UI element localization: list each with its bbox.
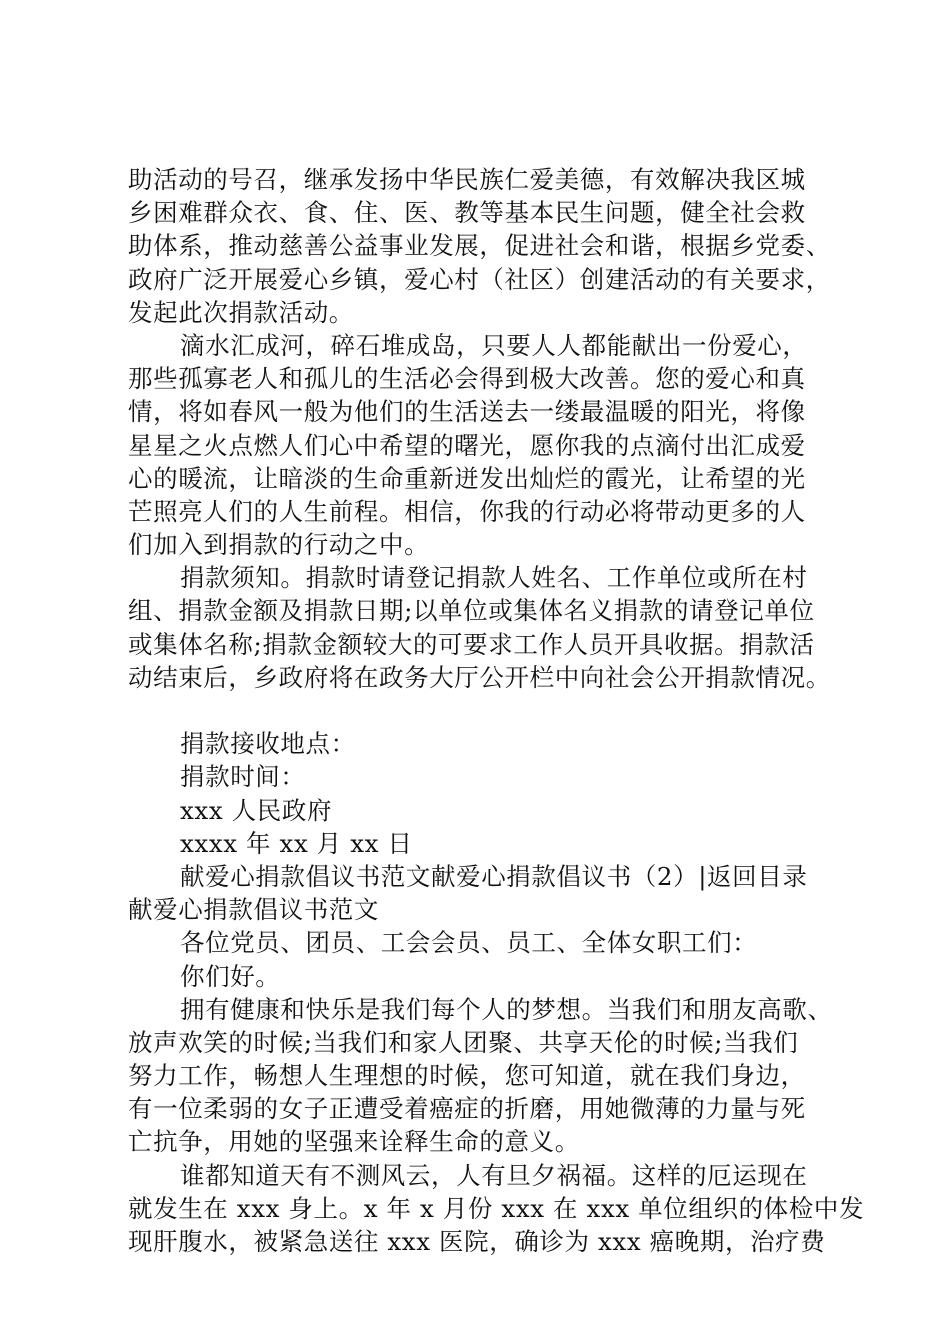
paragraph-3-line-4: 动结束后，乡政府将在政务大厅公开栏中向社会公开捐款情况。	[128, 662, 831, 692]
issuing-organization: xxx 人民政府	[180, 795, 333, 825]
paragraph-4-line-3: 努力工作，畅想人生理想的时候，您可知道，就在我们身边，	[128, 1061, 806, 1091]
paragraph-2-line-1: 滴水汇成河，碎石堆成岛，只要人人都能献出一份爱心，	[180, 330, 808, 360]
paragraph-1-line-1: 助活动的号召，继承发扬中华民族仁爱美德，有效解决我区城	[128, 165, 806, 194]
issue-date: xxxx 年 xx 月 xx 日	[180, 828, 413, 858]
paragraph-1-line-4: 政府广泛开展爱心乡镇，爱心村（社区）创建活动的有关要求，	[128, 264, 831, 294]
paragraph-3-line-1: 捐款须知。捐款时请登记捐款人姓名、工作单位或所在村	[180, 563, 808, 593]
paragraph-5-line-3: 现肝腹水，被紧急送往 xxx 医院，确诊为 xxx 癌晚期，治疗费	[128, 1227, 826, 1256]
blank-line	[128, 694, 828, 727]
section-2-title	[128, 860, 828, 893]
donation-time: 捐款时间：	[180, 762, 306, 792]
donation-location: 捐款接收地点：	[180, 729, 356, 759]
section-2-title-line-2: 献爱心捐款倡议书范文	[128, 895, 379, 925]
salutation: 各位党员、团员、工会会员、员工、全体女职工们：	[180, 928, 758, 958]
paragraph-5-line-1: 谁都知道天有不测风云，人有旦夕祸福。这样的厄运现在	[180, 1160, 808, 1190]
paragraph-2-line-4: 星星之火点燃人们心中希望的曙光，愿你我的点滴付出汇成爱	[128, 430, 806, 460]
section-2-title-text: 献爱心捐款倡议书范文献爱心捐款倡议书（2）	[180, 861, 699, 891]
paragraph-4-line-5: 亡抗争，用她的坚强来诠释生命的意义。	[128, 1127, 580, 1157]
paragraph-3-line-2: 组、捐款金额及捐款日期;以单位或集体名义捐款的请登记单位	[128, 596, 815, 626]
greeting: 你们好。	[180, 961, 281, 991]
back-to-toc-link[interactable]: 返回目录	[707, 861, 808, 891]
paragraph-2-line-5: 心的暖流，让暗淡的生命重新迸发出灿烂的霞光，让希望的光	[128, 463, 806, 493]
paragraph-1-line-2: 乡困难群众衣、食、住、医、教等基本民生问题，健全社会救	[128, 198, 806, 228]
paragraph-1-line-5: 发起此次捐款活动。	[128, 297, 354, 327]
paragraph-1-line-3: 助体系，推动慈善公益事业发展，促进社会和谐，根据乡党委、	[128, 231, 831, 261]
paragraph-2-line-6: 芒照亮人们的人生前程。相信，你我的行动必将带动更多的人	[128, 496, 806, 526]
paragraph-4-line-2: 放声欢笑的时候;当我们和家人团聚、共享天伦的时候;当我们	[128, 1027, 799, 1057]
paragraph-5-line-2: 就发生在 xxx 身上。x 年 x 月份 xxx 在 xxx 单位组织的体检中发	[128, 1193, 865, 1223]
paragraph-2-line-2: 那些孤寡老人和孤儿的生活必会得到极大改善。您的爱心和真	[128, 364, 806, 394]
title-separator: |	[698, 861, 708, 891]
document-page	[128, 163, 865, 1258]
paragraph-2-line-7: 们加入到捐款的行动之中。	[128, 530, 430, 560]
paragraph-3-line-3: 或集体名称;捐款金额较大的可要求工作人员开具收据。捐款活	[128, 629, 815, 659]
paragraph-2-line-3: 情，将如春风一般为他们的生活送去一缕最温暖的阳光，将像	[128, 397, 806, 427]
paragraph-4-line-1: 拥有健康和快乐是我们每个人的梦想。当我们和朋友高歌、	[180, 994, 833, 1024]
paragraph-4-line-4: 有一位柔弱的女子正遭受着癌症的折磨，用她微薄的力量与死	[128, 1094, 806, 1124]
